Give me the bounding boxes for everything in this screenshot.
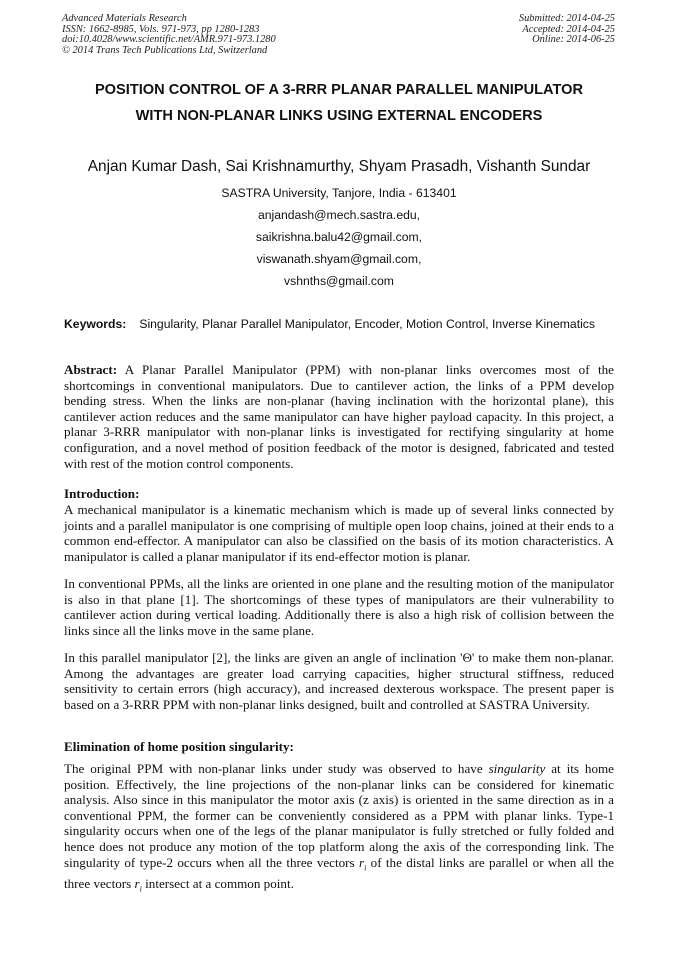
vector-subscript: i <box>139 884 142 894</box>
copyright-line: © 2014 Trans Tech Publications Ltd, Switzerland <box>62 44 268 56</box>
paragraph: In this parallel manipulator [2], the links are given an angle of inclination 'Θ' to make them non-planar. Among the advantages are greater load carrying capacities, higher structural stiffness, reduced sensitivity to certain errors (high accuracy), and increased dexterous workspace. The present paper is based on a 3-RRR PPM with non-planar links designed, built and controlled at SASTRA University. <box>64 650 614 712</box>
section-heading-singularity: Elimination of home position singularity: <box>64 739 294 754</box>
online-date: Online: 2014-06-25 <box>532 34 615 46</box>
abstract <box>64 362 614 471</box>
paragraph: In conventional PPMs, all the links are oriented in one plane and the resulting motion of the manipulator is also in that plane [1]. The shortcomings of these types of manipulators are their vulnerability to cantilever action during vertical loading. Additionally there is also a high risk of collision between the links since all the links move in the same plane. <box>64 576 614 638</box>
author-email: vshnths@gmail.com <box>284 274 394 288</box>
section-heading-introduction: Introduction: <box>64 486 140 501</box>
author-list: Anjan Kumar Dash, Sai Krishnamurthy, Shyam Prasadh, Vishanth Sundar <box>87 158 591 175</box>
vector-subscript: i <box>364 863 367 873</box>
paragraph: A mechanical manipulator is a kinematic mechanism which is made up of several links connected by joints and a parallel manipulator is one comprising of multiple open loop chains, joined at their ends to a common end-effector. A manipulator can also be classified on the basis of its motion characteristics. A manipulator is called a planar manipulator if its end-effector motion is planar. <box>64 502 614 564</box>
accepted-date: Accepted: 2014-04-25 <box>522 23 615 35</box>
abstract-label: Abstract: <box>64 362 118 377</box>
journal-name: Advanced Materials Research <box>62 13 187 24</box>
journal-info <box>62 14 276 56</box>
author-email: anjandash@mech.sastra.edu, <box>257 208 421 222</box>
text-run: The original PPM with non-planar links under study was observed to have <box>64 761 489 776</box>
text-run: of the distal links are parallel or when all the three vectors <box>64 854 614 891</box>
paper-title-line-1: POSITION CONTROL OF A 3-RRR PLANAR PARALLEL MANIPULATOR <box>94 82 584 98</box>
submitted-date: Submitted: 2014-04-25 <box>518 13 615 24</box>
keywords <box>64 317 595 331</box>
affiliation: SASTRA University, Tanjore, India - 613401 <box>221 186 457 200</box>
vector-letter: r <box>134 875 140 891</box>
doi-line: doi:10.4028/www.scientific.net/AMR.971-973.1280 <box>62 34 276 46</box>
vector-symbol <box>134 875 142 894</box>
issn-line: ISSN: 1662-8985, Vols. 971-973, pp 1280-1283 <box>62 23 260 35</box>
author-email: saikrishna.balu42@gmail.com, <box>255 230 423 244</box>
abstract-text: A Planar Parallel Manipulator (PPM) with non-planar links overcomes most of the shortcomings in conventional manipulators. Due to cantilever action, the links of a PPM develop bending stress. When the links are non-planar (having inclination with the horizontal plane), this cantilever action reduces and the same manipulator can have higher payload capacity. In this project, a planar 3-RRR manipulator with non-planar links is investigated for rectifying singularity at home configuration, and a novel method of position feedback of the motor is designed, fabricated and tested with rest of the motion control components. <box>64 362 614 471</box>
keywords-label: Keywords: <box>64 317 127 331</box>
text-run: at its home position. Effectively, the line projections of the non-planar links can be considered for kinematic analysis. Also since in this manipulator the motor axis (z axis) is oriented in the same direction as in a conventional PPM, the former can be conveniently considered as a PPM with planar links. Type-1 singularity occurs when one of the legs of the planar manipulator is fully stretched or fully folded and hence does not produce any motion of the top platform along the axis of the corresponding link. The singularity of type-2 occurs when all the three vectors <box>64 761 614 870</box>
paragraph <box>64 761 614 897</box>
paper-title-line-2: WITH NON-PLANAR LINKS USING EXTERNAL ENCODERS <box>135 108 543 124</box>
keywords-text: Singularity, Planar Parallel Manipulator, Encoder, Motion Control, Inverse Kinematics <box>139 317 595 331</box>
author-email: viswanath.shyam@gmail.com, <box>256 252 422 266</box>
publication-dates <box>519 14 615 46</box>
vector-letter: r <box>358 854 365 870</box>
text-run: intersect at a common point. <box>141 875 294 891</box>
emphasis: singularity <box>488 761 546 776</box>
